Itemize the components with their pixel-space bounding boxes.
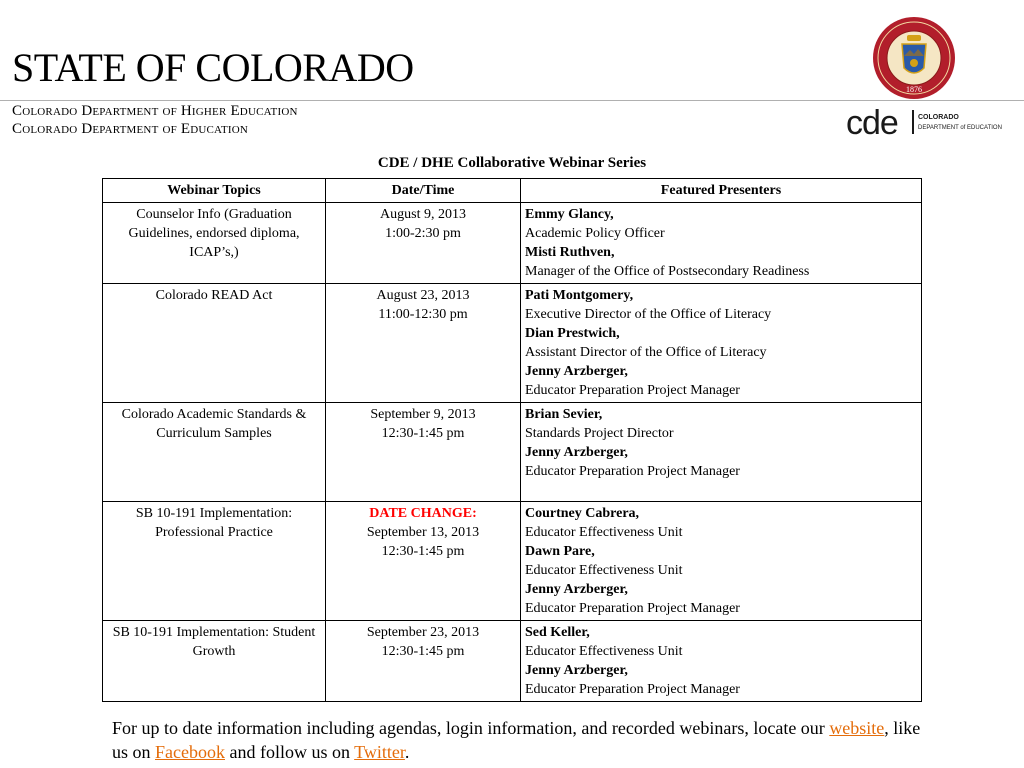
footer-note [112,716,932,764]
presenter-role: Educator Preparation Project Manager [525,383,740,398]
datetime-cell [326,621,521,702]
presenter-name: Courtney Cabrera, [525,506,640,521]
presenter-role: Executive Director of the Office of Literacy [525,307,772,322]
datetime-cell [326,284,521,403]
time-text: 12:30-1:45 pm [381,544,465,559]
twitter-link[interactable]: Twitter [354,742,405,762]
presenter-name: Dian Prestwich, [525,326,620,341]
presenter-role: Educator Preparation Project Manager [525,682,740,697]
series-title: CDE / DHE Collaborative Webinar Series [377,155,647,171]
presenter-role: Educator Preparation Project Manager [525,601,740,616]
date-change-label: DATE CHANGE: [369,506,477,521]
footer-text-4: . [404,742,410,762]
datetime-cell [326,403,521,502]
date-text: September 9, 2013 [370,407,476,422]
presenter-name: Dawn Pare, [525,544,595,559]
presenters-cell [521,203,922,284]
date-text: September 13, 2013 [366,525,480,540]
cde-logo-icon [846,104,1006,140]
table-row [103,621,922,702]
seal-year: 1876 [906,85,922,94]
presenter-role: Academic Policy Officer [525,226,665,241]
presenter-role: Assistant Director of the Office of Literacy [525,345,767,360]
time-text: 12:30-1:45 pm [381,426,465,441]
presenters-cell [521,502,922,621]
cde-logo-sub-2: DEPARTMENT of EDUCATION [918,125,1002,131]
table-row [103,502,922,621]
website-link[interactable]: website [829,718,885,738]
cde-logo-text: cde [846,104,898,140]
presenters-cell [521,403,922,502]
cde-logo-sub-1: COLORADO [918,114,959,121]
datetime-cell [326,203,521,284]
presenter-name: Jenny Arzberger, [525,364,628,379]
table-row [103,203,922,284]
presenter-name: Jenny Arzberger, [525,582,628,597]
datetime-cell [326,502,521,621]
presenter-name: Sed Keller, [525,625,590,640]
presenter-role: Standards Project Director [525,426,674,441]
time-text: 11:00-12:30 pm [378,307,468,322]
date-text: August 9, 2013 [380,207,466,222]
facebook-link[interactable]: Facebook [155,742,225,762]
topic-cell: Colorado Academic Standards & Curriculum Samples [103,403,326,502]
footer-text-2: , like us on [112,718,921,762]
department-higher-education: Colorado Department of Higher Education [12,103,298,119]
time-text: 1:00-2:30 pm [385,226,461,241]
presenter-name: Brian Sevier, [525,407,603,422]
presenters-cell [521,284,922,403]
presenter-role: Educator Preparation Project Manager [525,464,740,479]
webinar-table [102,178,922,702]
presenter-role: Educator Effectiveness Unit [525,644,683,659]
time-text: 12:30-1:45 pm [381,644,465,659]
topic-cell: SB 10-191 Implementation: Professional Practice [103,502,326,621]
presenter-name: Pati Montgomery, [525,288,634,303]
table-row [103,403,922,502]
column-header-presenters: Featured Presenters [521,179,922,203]
presenter-role: Educator Effectiveness Unit [525,525,683,540]
footer-text-1: For up to date information including agendas, login information, and recorded webinars, locate our [112,718,830,738]
topic-cell: Colorado READ Act [103,284,326,403]
table-row [103,284,922,403]
header-divider [0,100,1024,101]
presenter-name: Misti Ruthven, [525,245,615,260]
department-education: Colorado Department of Education [12,121,249,137]
state-seal-icon [872,16,956,100]
presenter-role: Educator Effectiveness Unit [525,563,683,578]
footer-text-3: and follow us on [225,742,355,762]
presenter-name: Jenny Arzberger, [525,445,628,460]
page-title: STATE OF COLORADO [12,45,414,90]
table-header-row [103,179,922,203]
column-header-topics: Webinar Topics [103,179,326,203]
column-header-datetime: Date/Time [326,179,521,203]
presenter-name: Jenny Arzberger, [525,663,628,678]
date-text: September 23, 2013 [366,625,480,640]
presenter-role: Manager of the Office of Postsecondary Readiness [525,264,810,279]
presenters-cell [521,621,922,702]
presenter-name: Emmy Glancy, [525,207,614,222]
topic-cell: SB 10-191 Implementation: Student Growth [103,621,326,702]
date-text: August 23, 2013 [376,288,470,303]
topic-cell: Counselor Info (Graduation Guidelines, endorsed diploma, ICAP’s,) [103,203,326,284]
